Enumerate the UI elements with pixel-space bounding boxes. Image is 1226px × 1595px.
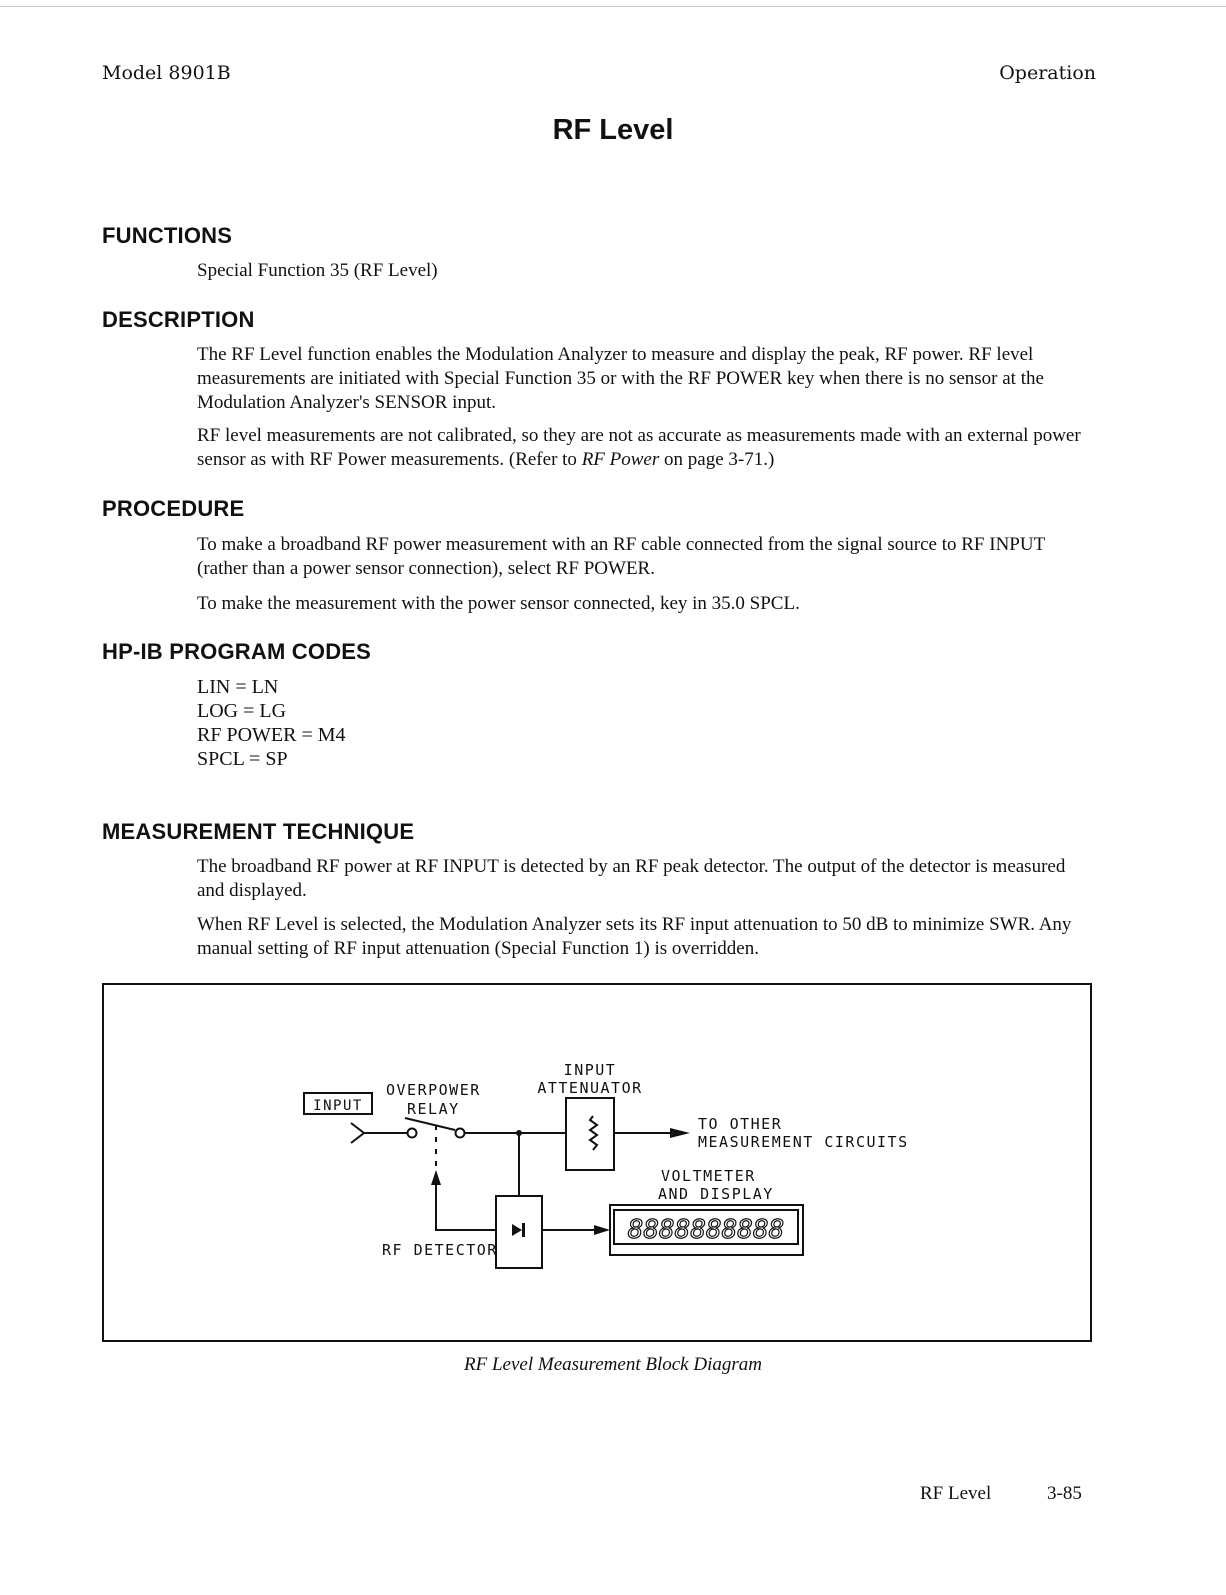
detector-box — [496, 1196, 542, 1268]
voltmeter-label-line2: AND DISPLAY — [658, 1185, 774, 1203]
voltmeter-label-line1: VOLTMETER — [661, 1167, 756, 1185]
to-other-arrow — [670, 1128, 690, 1138]
header-model: Model 8901B — [102, 62, 231, 84]
technique-paragraph-1: The broadband RF power at RF INPUT is detected by an RF peak detector. The output of the detector is measured and displayed. — [197, 856, 1066, 901]
attenuator-label-line2: ATTENUATOR — [537, 1079, 643, 1097]
relay-feedback-arrow — [431, 1170, 441, 1185]
hpib-heading: HP-IB PROGRAM CODES — [102, 639, 372, 664]
technique-paragraph-2: When RF Level is selected, the Modulation Analyzer sets its RF input attenuation to 50 dB to minimize SWR. Any manual setting of RF input attenuation (Special Function 1) is overridden. — [197, 914, 1072, 959]
overpower-label: OVERPOWER — [386, 1081, 481, 1099]
detector-diode-icon — [512, 1224, 522, 1236]
description-p2-text-before: RF level measurements are not calibrated, so they are not as accurate as measurements made with an external power sensor as with RF Power measurements. (Refer to — [197, 425, 1081, 470]
technique-heading: MEASUREMENT TECHNIQUE — [102, 819, 415, 844]
procedure-paragraph-2: To make the measurement with the power sensor connected, key in 35.0 SPCL. — [197, 593, 800, 614]
code-rf-power: RF POWER = M4 — [197, 724, 346, 746]
procedure-heading: PROCEDURE — [102, 496, 245, 521]
detector-diode-bar — [522, 1223, 525, 1237]
procedure-paragraph-1: To make a broadband RF power measurement with an RF cable connected from the signal source to RF INPUT (rather than a power sensor connection), select RF POWER. — [197, 534, 1045, 579]
code-spcl: SPCL = SP — [197, 748, 288, 770]
code-log: LOG = LG — [197, 700, 287, 722]
footer-section: RF Level — [920, 1483, 992, 1504]
input-connector-symbol — [351, 1123, 364, 1143]
junction-dot — [516, 1130, 522, 1136]
to-other-label-line2: MEASUREMENT CIRCUITS — [698, 1133, 909, 1151]
relay-contact-right — [456, 1129, 465, 1138]
description-paragraph-1: The RF Level function enables the Modulation Analyzer to measure and display the peak, RF power. RF level measurements are initiated with Special Function 35 or with the RF POWER key when there is no sensor at the Modulation Analyzer's SENSOR input. — [197, 344, 1044, 413]
page-title: RF Level — [552, 114, 674, 146]
code-lin: LIN = LN — [197, 676, 279, 698]
display-digits: 8888888888 — [627, 1215, 785, 1245]
rf-detector-label: RF DETECTOR — [382, 1241, 498, 1259]
to-other-label-line1: TO OTHER — [698, 1115, 783, 1133]
header-section: Operation — [999, 62, 1096, 84]
display-input-arrow — [594, 1225, 610, 1235]
figure-caption: RF Level Measurement Block Diagram — [464, 1354, 762, 1375]
attenuator-label-line1: INPUT — [563, 1061, 617, 1079]
attenuator-box — [566, 1098, 614, 1170]
attenuator-resistor — [590, 1116, 597, 1150]
functions-text: Special Function 35 (RF Level) — [197, 260, 438, 281]
functions-heading: FUNCTIONS — [102, 223, 233, 248]
footer-page-number: 3-85 — [1047, 1483, 1082, 1504]
description-p2-text-after: on page 3-71.) — [659, 449, 775, 470]
relay-feedback-line — [436, 1182, 496, 1230]
relay-label: RELAY — [407, 1100, 460, 1118]
rf-power-reference: RF Power — [581, 449, 660, 470]
description-heading: DESCRIPTION — [102, 307, 255, 332]
relay-contact-left — [408, 1129, 417, 1138]
input-label: INPUT — [313, 1098, 363, 1114]
